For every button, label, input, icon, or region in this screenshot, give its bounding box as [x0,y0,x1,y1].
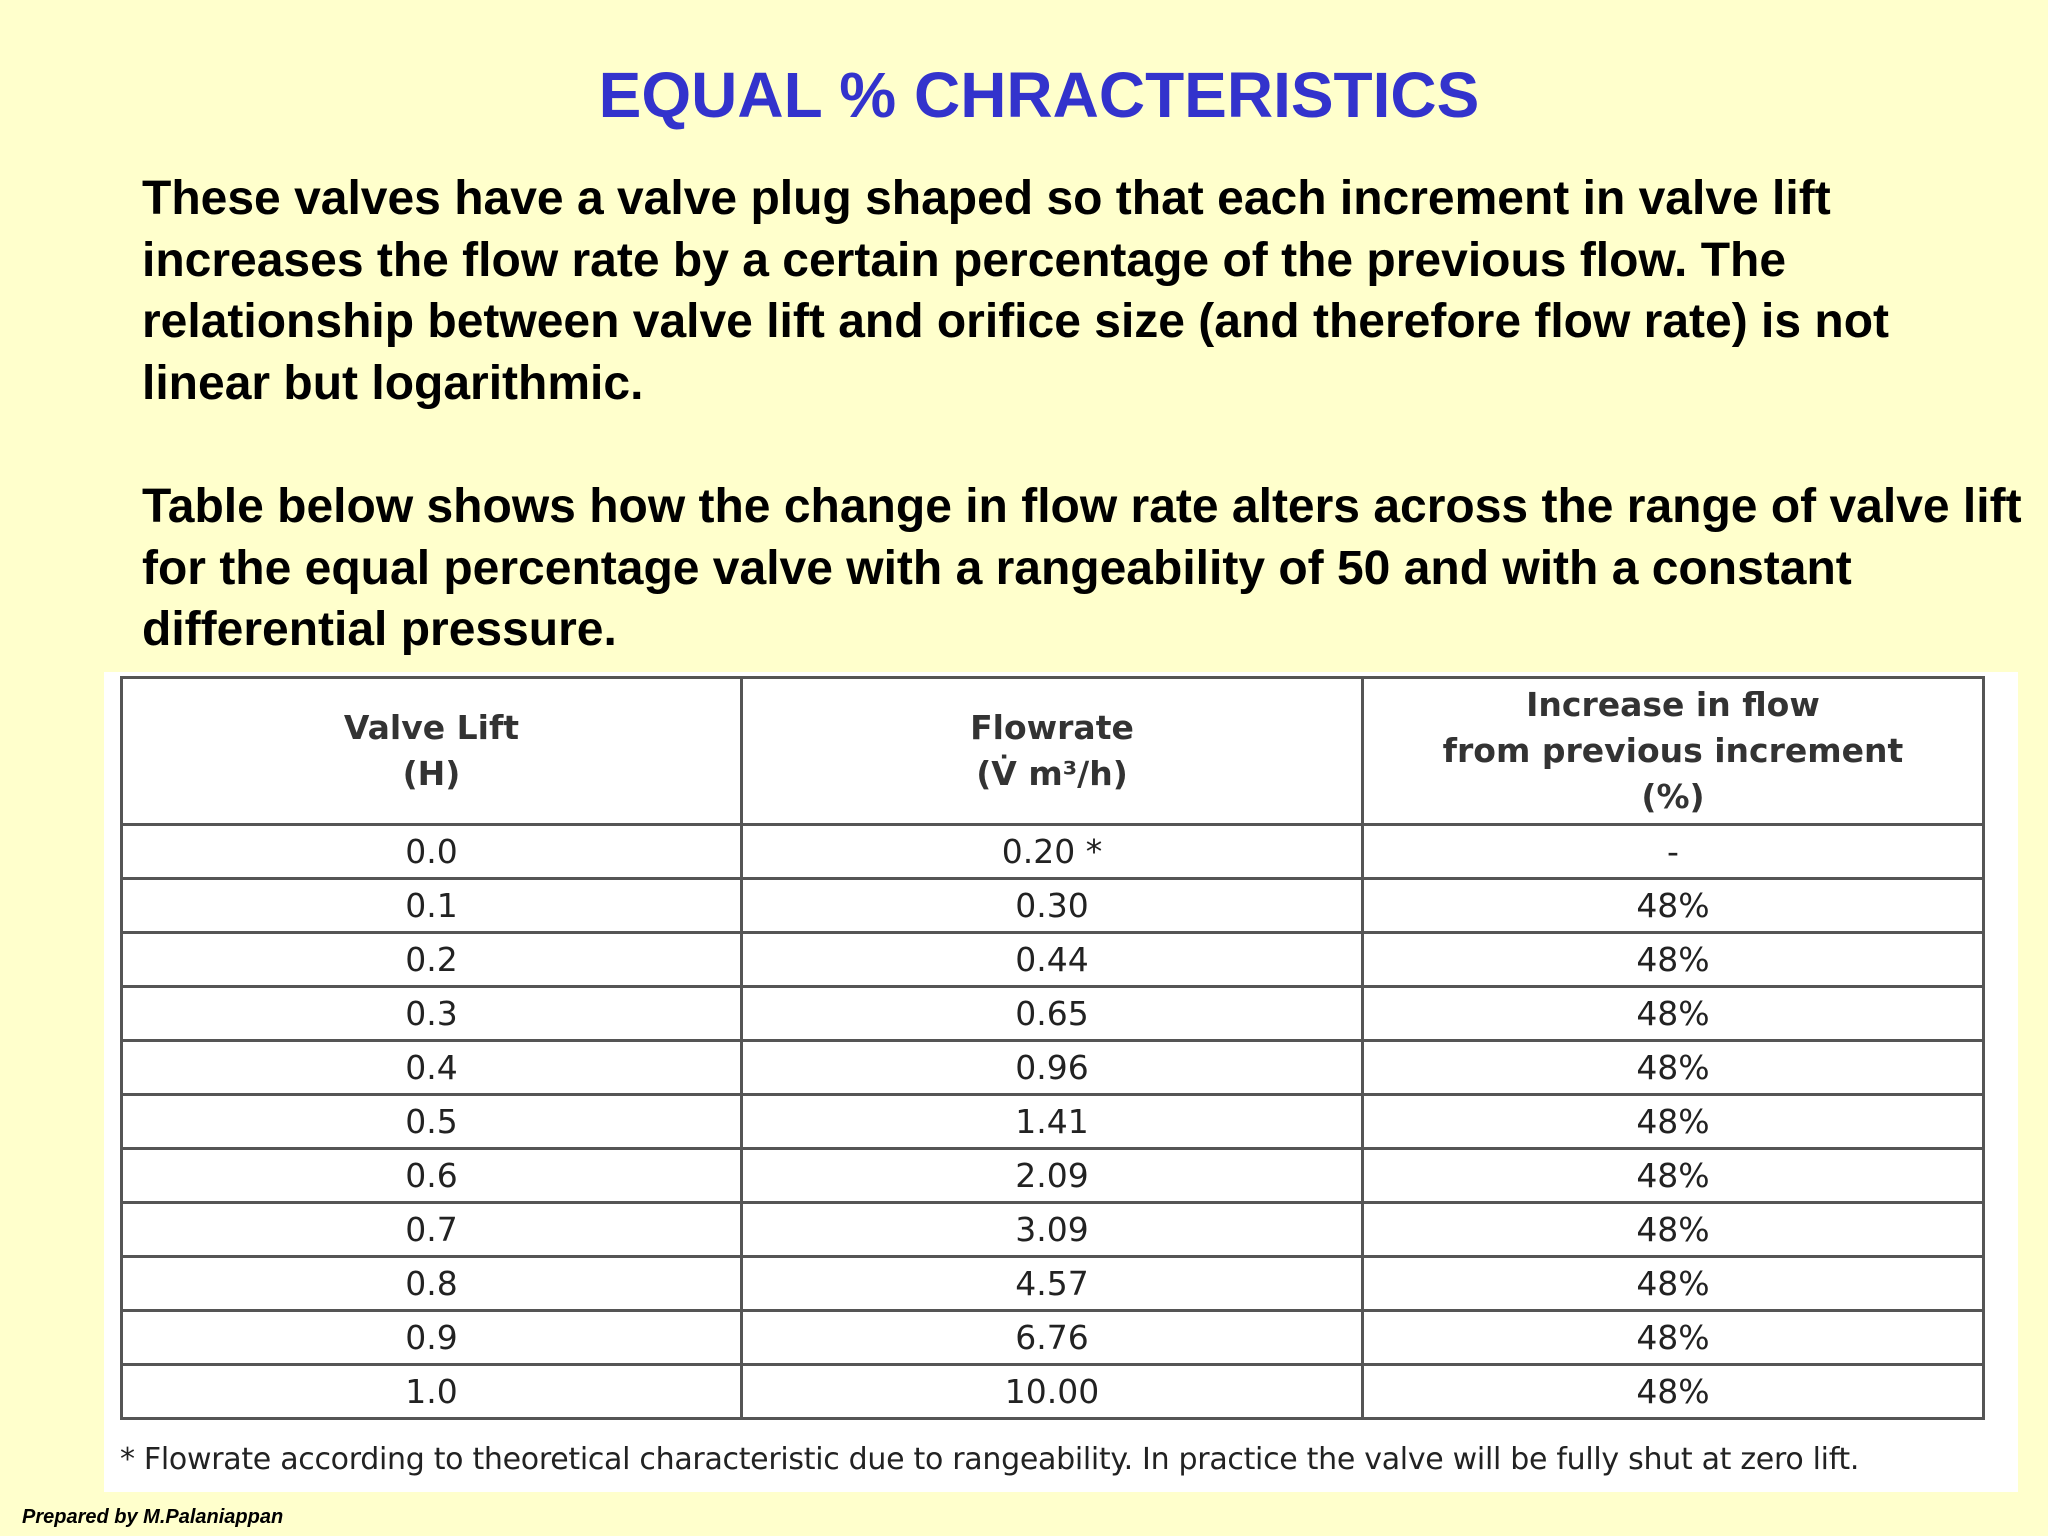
cell-valve-lift: 0.4 [122,1041,742,1095]
cell-valve-lift: 0.8 [122,1257,742,1311]
cell-valve-lift: 0.9 [122,1311,742,1365]
table-row [122,933,1984,987]
table-row [122,1041,1984,1095]
cell-increase: 48% [1363,1095,1984,1149]
table-row [122,987,1984,1041]
cell-increase: 48% [1363,1203,1984,1257]
slide-title: EQUAL % CHRACTERISTICS [598,59,1480,131]
table-row [122,1149,1984,1203]
cell-flowrate: 0.20 * [742,825,1363,879]
header-valve-lift: Valve Lift (H) [122,678,742,825]
author-credit: Prepared by M.Palaniappan [22,1506,284,1528]
cell-increase: - [1363,825,1984,879]
header-increase: Increase in flow from previous increment (%) [1363,678,1984,825]
cell-increase: 48% [1363,933,1984,987]
cell-valve-lift: 0.2 [122,933,742,987]
cell-flowrate: 3.09 [742,1203,1363,1257]
table-row [122,879,1984,933]
cell-increase: 48% [1363,1365,1984,1419]
cell-increase: 48% [1363,879,1984,933]
cell-flowrate: 4.57 [742,1257,1363,1311]
table-row [122,1257,1984,1311]
table-footnote: * Flowrate according to theoretical characteristic due to rangeability. In practice the valve will be fully shut at zero lift. [120,1442,1860,1477]
table-row [122,1203,1984,1257]
cell-flowrate: 0.30 [742,879,1363,933]
cell-increase: 48% [1363,1041,1984,1095]
intro-paragraph: These valves have a valve plug shaped so that each increment in valve lift increases the flow rate by a certain percentage of the previous flow. The relationship between valve lift and orifice size (and therefore flow rate) is not linear but logarithmic. [142,172,1890,410]
cell-valve-lift: 0.7 [122,1203,742,1257]
cell-flowrate: 0.96 [742,1041,1363,1095]
flow-table [120,676,1985,1420]
cell-flowrate: 0.44 [742,933,1363,987]
cell-flowrate: 2.09 [742,1149,1363,1203]
cell-flowrate: 1.41 [742,1095,1363,1149]
header-flowrate: Flowrate (V̇ m³/h) [742,678,1363,825]
cell-increase: 48% [1363,1149,1984,1203]
cell-valve-lift: 0.0 [122,825,742,879]
table-panel [104,672,2018,1492]
table-row [122,825,1984,879]
table-row [122,1311,1984,1365]
cell-valve-lift: 0.3 [122,987,742,1041]
cell-flowrate: 0.65 [742,987,1363,1041]
table-row [122,1095,1984,1149]
cell-increase: 48% [1363,987,1984,1041]
cell-valve-lift: 0.5 [122,1095,742,1149]
cell-increase: 48% [1363,1311,1984,1365]
cell-flowrate: 6.76 [742,1311,1363,1365]
cell-increase: 48% [1363,1257,1984,1311]
table-row [122,1365,1984,1419]
cell-valve-lift: 0.6 [122,1149,742,1203]
table-header-row [122,678,1984,825]
cell-flowrate: 10.00 [742,1365,1363,1419]
cell-valve-lift: 1.0 [122,1365,742,1419]
table-description-paragraph: Table below shows how the change in flow rate alters across the range of valve lift for the equal percentage valve with a rangeability of 50 and with a constant differential pressure. [142,480,2022,656]
cell-valve-lift: 0.1 [122,879,742,933]
